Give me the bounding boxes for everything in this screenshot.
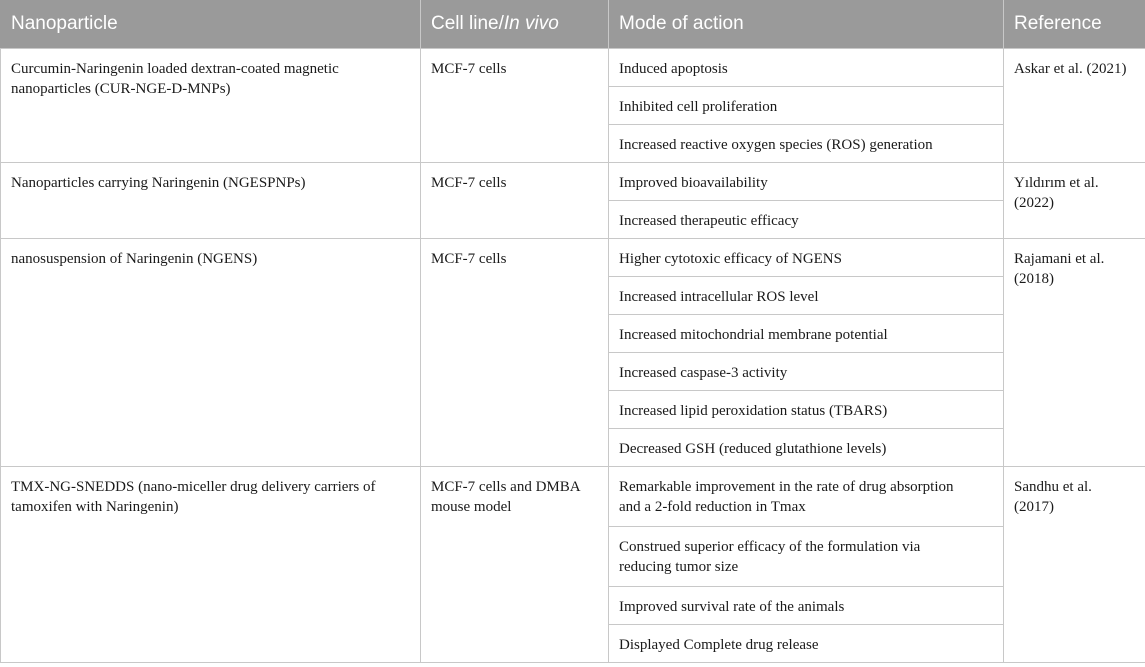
nanoparticle-cell: Nanoparticles carrying Naringenin (NGESPNPs) — [1, 163, 421, 239]
header-cell-line — [421, 0, 609, 49]
mode-cell: Displayed Complete drug release — [609, 625, 1004, 663]
header-reference: Reference — [1004, 0, 1145, 49]
nanoparticle-cell: nanosuspension of Naringenin (NGENS) — [1, 239, 421, 467]
mode-cell: Construed superior efficacy of the formulation via reducing tumor size — [609, 527, 1004, 587]
header-row — [1, 0, 1145, 49]
cell-line-cell: MCF-7 cells — [421, 239, 609, 467]
mode-cell: Decreased GSH (reduced glutathione levels) — [609, 429, 1004, 467]
mode-cell: Increased therapeutic efficacy — [609, 201, 1004, 239]
header-nanoparticle: Nanoparticle — [1, 0, 421, 49]
mode-cell: Increased caspase-3 activity — [609, 353, 1004, 391]
nanoparticle-cell: TMX-NG-SNEDDS (nano-miceller drug delivery carriers of tamoxifen with Naringenin) — [1, 467, 421, 663]
mode-cell: Increased intracellular ROS level — [609, 277, 1004, 315]
table-row — [1, 239, 1145, 277]
reference-cell: Rajamani et al. (2018) — [1004, 239, 1145, 467]
reference-cell: Askar et al. (2021) — [1004, 49, 1145, 163]
reference-cell: Yıldırım et al. (2022) — [1004, 163, 1145, 239]
cell-line-cell: MCF-7 cells — [421, 163, 609, 239]
table-row — [1, 163, 1145, 201]
header-mode: Mode of action — [609, 0, 1004, 49]
reference-cell: Sandhu et al. (2017) — [1004, 467, 1145, 663]
header-cell-line-prefix: Cell line/ — [431, 13, 504, 34]
mode-cell: Remarkable improvement in the rate of drug absorption and a 2-fold reduction in Tmax — [609, 467, 1004, 527]
mode-cell: Inhibited cell proliferation — [609, 87, 1004, 125]
mode-cell: Improved bioavailability — [609, 163, 1004, 201]
cell-line-cell: MCF-7 cells and DMBA mouse model — [421, 467, 609, 663]
header-cell-line-italic: In vivo — [503, 13, 559, 34]
mode-cell: Increased mitochondrial membrane potential — [609, 315, 1004, 353]
nanoparticle-cell: Curcumin-Naringenin loaded dextran-coated magnetic nanoparticles (CUR-NGE-D-MNPs) — [1, 49, 421, 163]
mode-cell: Induced apoptosis — [609, 49, 1004, 87]
table-row — [1, 467, 1145, 527]
mode-cell: Increased lipid peroxidation status (TBARS) — [609, 391, 1004, 429]
cell-line-cell: MCF-7 cells — [421, 49, 609, 163]
table-row — [1, 49, 1145, 87]
mode-cell: Increased reactive oxygen species (ROS) generation — [609, 125, 1004, 163]
mode-cell: Higher cytotoxic efficacy of NGENS — [609, 239, 1004, 277]
mode-cell: Improved survival rate of the animals — [609, 587, 1004, 625]
